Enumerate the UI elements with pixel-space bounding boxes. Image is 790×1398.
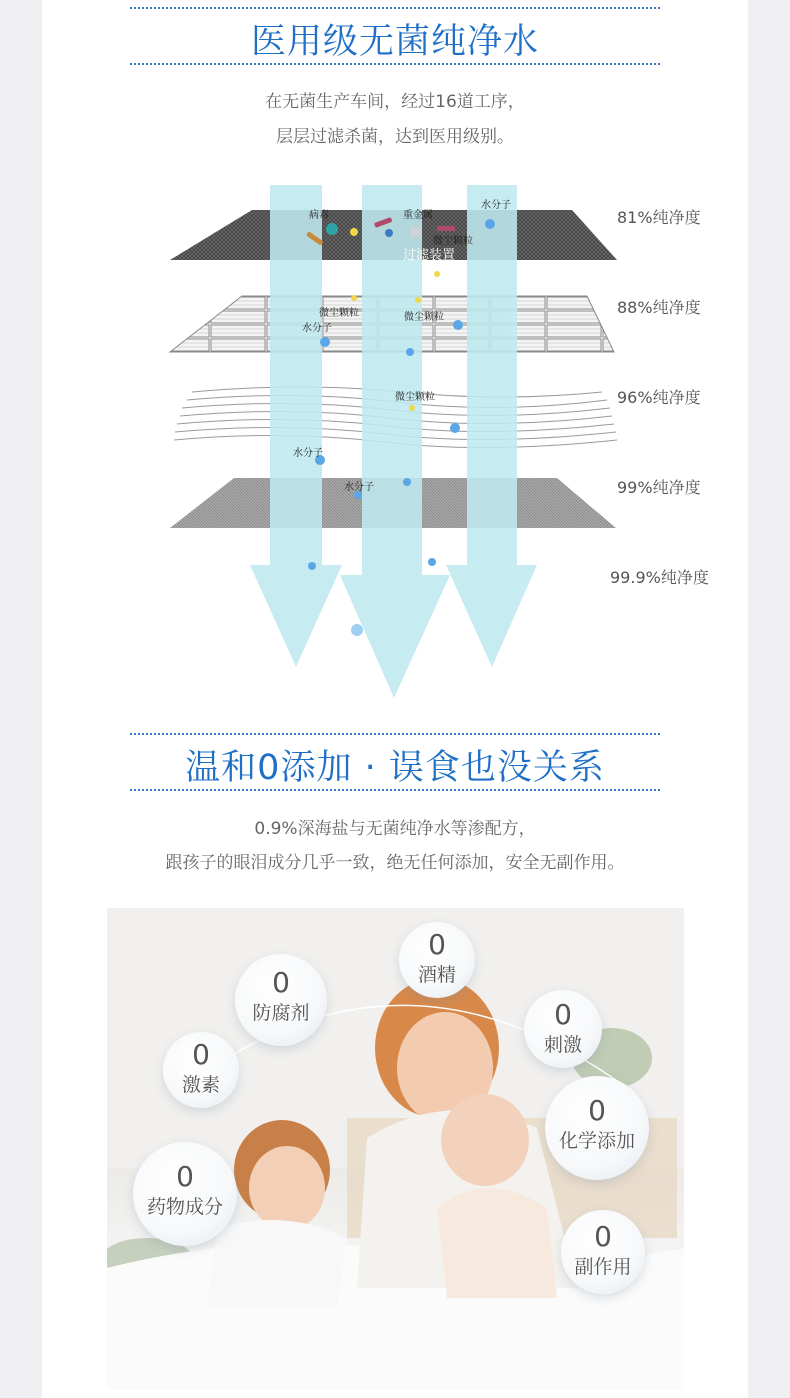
- label-filter-device: 过滤装置: [403, 248, 456, 263]
- filter-diagram: [42, 170, 748, 710]
- purity-88: 88%纯净度: [617, 298, 701, 317]
- section1-title: 医用级无菌纯净水: [250, 22, 539, 62]
- flow-arrows: [250, 185, 537, 698]
- section2-desc-line1: 0.9%深海盐与无菌纯净水等渗配方，: [254, 819, 536, 839]
- divider-top: [130, 733, 660, 735]
- divider-bottom: [130, 63, 660, 65]
- family-photo: [107, 908, 684, 1390]
- label-water-molecule: 水分子: [481, 200, 511, 211]
- zero-hormone-bubble: 0 激素: [163, 1032, 239, 1108]
- purity-99-9: 99.9%纯净度: [610, 568, 709, 587]
- section2-title: 温和0添加 · 误食也没关系: [185, 748, 605, 788]
- section2-desc-line2: 跟孩子的眼泪成分几乎一致，绝无任何添加，安全无副作用。: [165, 853, 625, 873]
- purity-99: 99%纯净度: [617, 478, 701, 497]
- label-water-molecule: 水分子: [344, 482, 374, 493]
- zero-preservative-bubble: 0 防腐剂: [235, 954, 327, 1046]
- zero-alcohol-bubble: 0 酒精: [399, 922, 475, 998]
- label-dust: 微尘颗粒: [395, 392, 435, 403]
- divider-bottom: [130, 789, 660, 791]
- section1-desc-line1: 在无菌生产车间，经过16道工序，: [265, 92, 525, 112]
- zero-side-effect-bubble: 0 副作用: [561, 1210, 645, 1294]
- label-virus: 病毒: [309, 210, 329, 221]
- zero-irritation-bubble: 0 刺激: [524, 990, 602, 1068]
- label-water-molecule: 水分子: [293, 448, 323, 459]
- divider-top: [130, 7, 660, 9]
- product-detail-page: [42, 0, 748, 1398]
- label-dust: 微尘颗粒: [404, 312, 444, 323]
- zero-drug-bubble: 0 药物成分: [133, 1142, 237, 1246]
- label-water-molecule: 水分子: [302, 323, 332, 334]
- purity-81: 81%纯净度: [617, 208, 701, 227]
- purity-96: 96%纯净度: [617, 388, 701, 407]
- label-dust: 微尘颗粒: [319, 308, 359, 319]
- section1-desc-line2: 层层过滤杀菌，达到医用级别。: [276, 127, 514, 147]
- zero-chemical-bubble: 0 化学添加: [545, 1076, 649, 1180]
- label-dust: 微尘颗粒: [433, 236, 473, 247]
- label-heavy-metal: 重金属: [403, 210, 433, 221]
